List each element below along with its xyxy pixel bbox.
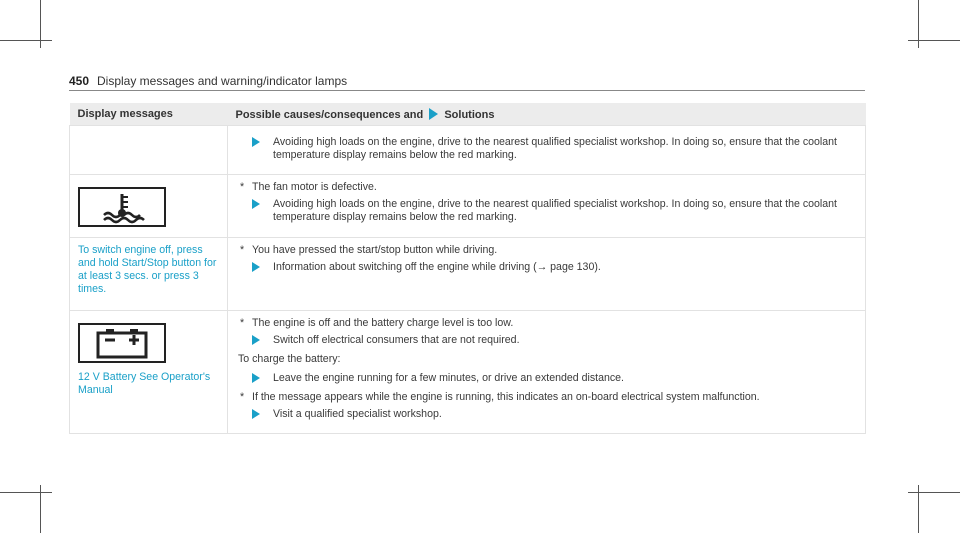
display-message-text: 12 V Battery See Operator's Manual [78, 371, 211, 396]
cause-item: * If the message appears while the engine is running, this indicates an on-board electrical system malfunction. [238, 391, 857, 404]
cause-item: * The fan motor is defective. [238, 181, 857, 194]
action-text: Visit a qualified specialist workshop. [273, 408, 442, 420]
header-divider [69, 90, 865, 91]
col-header-causes: Possible causes/consequences and [235, 108, 424, 121]
crop-mark [0, 492, 52, 493]
cause-item: * You have pressed the start/stop button while driving. [238, 244, 857, 257]
solution-cell [228, 126, 866, 175]
page-number: 450 [69, 74, 90, 88]
crop-mark [908, 492, 960, 493]
action-text: Avoiding high loads on the engine, drive to the nearest qualified specialist workshop. In doing so, ensure that the coolant temperature display remains below the red marking. [273, 136, 837, 161]
action-step [238, 261, 857, 274]
battery-icon [78, 323, 166, 363]
action-arrow-icon [252, 262, 260, 272]
col-header-causes-solutions [228, 103, 866, 126]
action-step [238, 136, 857, 162]
action-text: Leave the engine running for a few minutes, or drive an extended distance. [273, 372, 624, 384]
action-arrow-icon [252, 335, 260, 345]
action-arrow-icon [429, 108, 438, 120]
message-cell [70, 175, 228, 238]
message-cell [70, 238, 228, 311]
display-message-text: To switch engine off, press and hold Start/Stop button for at least 3 secs. or press 3 times. [78, 244, 217, 295]
action-step [238, 198, 857, 224]
action-arrow-icon [252, 373, 260, 383]
solution-cell [228, 238, 866, 311]
table-row [70, 126, 866, 175]
col-header-solutions: Solutions [444, 108, 495, 121]
action-text: Avoiding high loads on the engine, drive to the nearest qualified specialist workshop. In doing so, ensure that the coolant temperature display remains below the red marking. [273, 198, 837, 223]
action-arrow-icon [252, 409, 260, 419]
crop-mark [908, 40, 960, 41]
action-step [238, 334, 857, 347]
cause-item: * The engine is off and the battery charge level is too low. [238, 317, 857, 330]
messages-table [69, 103, 866, 434]
action-arrow-icon [252, 137, 260, 147]
table-row [70, 311, 866, 434]
action-step [238, 372, 857, 385]
table-header-row [70, 103, 866, 126]
instruction-text: To charge the battery: [238, 353, 341, 365]
coolant-temperature-icon [78, 187, 166, 227]
action-text: Information about switching off the engine while driving (→ page 130). [273, 261, 601, 273]
action-step [238, 408, 857, 421]
col-header-display-messages: Display messages [70, 103, 228, 126]
table-row [70, 175, 866, 238]
table-row [70, 238, 866, 311]
crop-mark [0, 40, 52, 41]
action-arrow-icon [252, 199, 260, 209]
solution-cell [228, 175, 866, 238]
action-text: Switch off electrical consumers that are not required. [273, 334, 520, 346]
message-cell [70, 126, 228, 175]
page-title: Display messages and warning/indicator lamps [97, 74, 348, 88]
solution-cell [228, 311, 866, 434]
message-cell [70, 311, 228, 434]
